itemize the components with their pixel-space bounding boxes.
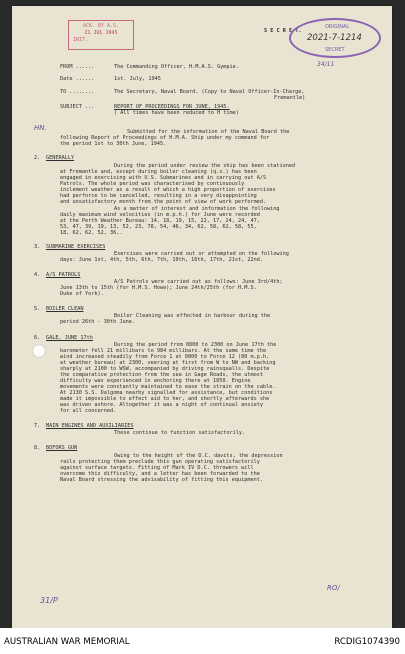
from-label: FROM ...... — [60, 64, 95, 70]
section-line: At 2130 S.S. Dalgoma nearby signalled for assistance, but conditions — [60, 390, 273, 396]
handwritten-ref: 34/11 — [317, 61, 335, 68]
section-line: A/S Patrols were carried out as follows: June 3rd/4th; — [114, 279, 283, 285]
subject-label: SUBJECT ... — [60, 104, 95, 110]
section-heading: A/S PATROLS — [46, 272, 81, 278]
section-line: Duke of York). — [60, 291, 104, 297]
section-number: 7. — [34, 423, 41, 429]
stamp-number: 2021-7-1214 — [307, 33, 362, 43]
section-line: at weather bureau) at 2300, veering at first from W to NW and backing — [60, 360, 276, 366]
section-line: days: June 1st, 4th, 5th, 6th, 7th, 10th, 16th, 17th, 21st, 22nd. — [60, 257, 264, 263]
section-line: daily maximum wind velocities (in m.p.h.) for June were recorded — [60, 212, 260, 218]
section-line: at the Perth Weather Bureau: 14, 18, 19, 15, 22, 17, 24, 24, 47, — [60, 218, 260, 224]
section-heading: BOFORS GUN — [46, 445, 78, 451]
intro-line: the period 1st to 30th June, 1945. — [60, 141, 167, 147]
from-value: The Commanding Officer, H.M.A.S. Gympie. — [114, 64, 239, 70]
section-line: Patrols. The whole period was characterised by continuously — [60, 181, 245, 187]
stamp-line: INIT. — [73, 37, 89, 43]
section-line: 18, 62, 62, 52, 36,. — [60, 230, 123, 236]
document-page — [12, 6, 392, 628]
section-heading: MAIN ENGINES AND AUXILIARIES — [46, 423, 134, 429]
intro-line: following Report of Proceedings of H.M.A. Ship under my command for — [60, 135, 270, 141]
section-line: Owing to the height of the D.C. davits, the depression — [114, 453, 283, 459]
section-line: As a matter of interest and information the following — [114, 206, 280, 212]
secret-stamp — [289, 18, 381, 58]
section-line: During the period from 0800 to 2300 on June 17th the — [114, 342, 277, 348]
section-line: overcome this difficulty, and a letter has been forwarded to the — [60, 471, 260, 477]
section-line: the comparative protection from the sea in Gage Roads, the utmost — [60, 372, 264, 378]
section-number: 5. — [34, 306, 41, 312]
section-line: These continue to function satisfactorily. — [114, 430, 246, 436]
section-line: had perforce to be cancelled, resulting in a very disappointing — [60, 193, 257, 199]
section-line: 53, 47, 39, 19, 13, 52, 23, 78, 54, 46, 34, 62, 58, 62, 58, 55, — [60, 224, 257, 230]
section-number: 3. — [34, 244, 41, 250]
subject-value: REPORT OF PROCEEDINGS FOR JUNE, 1945. — [114, 104, 230, 110]
section-line: for all concerned. — [60, 408, 117, 414]
section-heading: BOILER CLEAN — [46, 306, 84, 312]
section-line: wind increased steadily from Force 1 at 0800 to Force 12 (80 m.p.h. — [60, 354, 270, 360]
archive-id: RCDIG1074390 — [334, 637, 400, 647]
section-line: movements were constantly maintained to ease the strain on the cable. — [60, 384, 276, 390]
stamp-line: ACK. BY A.S. — [82, 23, 120, 29]
archive-name: AUSTRALIAN WAR MEMORIAL — [4, 637, 130, 647]
to-value-continued: Fremantle) — [274, 95, 306, 101]
section-line: June 13th to 15th (for H.M.S. Howe); June 24th/25th (for H.M.S. — [60, 285, 257, 291]
section-number: 4. — [34, 272, 41, 278]
section-line: Exercises were carried out or attempted on the following — [114, 251, 289, 257]
handwritten-initials: RO/ — [327, 584, 340, 592]
date-value: 1st. July, 1945 — [114, 76, 161, 82]
handwritten-hn: HN. — [34, 124, 47, 132]
to-label: TO ........ — [60, 89, 95, 95]
to-value: The Secretary, Naval Board. (Copy to Naval Officer-In-Charge, — [114, 89, 305, 95]
archive-footer — [0, 628, 405, 654]
section-line: difficulty was experienced in anchoring there at 1850. Engine — [60, 378, 251, 384]
section-number: 8. — [34, 445, 41, 451]
section-line: against surface targets. Fitting of Mark IV D.C. throwers will — [60, 465, 254, 471]
intro-line: Submitted for the information of the Naval Board the — [127, 129, 290, 135]
section-line: period 26th - 30th June. — [60, 319, 135, 325]
section-line: barometer fell 21 millibars to 984 millibars. At the same time the — [60, 348, 267, 354]
section-line: During the period under review the ship has been stationed — [114, 163, 296, 169]
punch-hole — [32, 344, 46, 358]
stamp-date: 21 JUL 1945 — [84, 30, 118, 36]
section-line: Naval Board stressing the advisability of fitting this equipment. — [60, 477, 264, 483]
classification-typed: S E C R E T. — [264, 28, 302, 34]
section-line: engaged in exercising with U.S. Submarines and in carrying out A/S — [60, 175, 267, 181]
subject-note: ( All times have been reduced to H time) — [114, 110, 239, 116]
section-number: 6. — [34, 335, 41, 341]
handwritten-page: 31/P — [40, 596, 58, 605]
section-line: and unsatisfactory month from the point of view of work performed. — [60, 199, 267, 205]
section-line: Boiler Cleaning was effected in harbour during the — [114, 313, 271, 319]
section-line: sharply at 2100 to WSW, accompanied by driving rainsqualls. Despite — [60, 366, 270, 372]
section-heading: GALE, JUNE 17th — [46, 335, 93, 341]
section-line: inclement weather as a result of which a high proportion of exercises — [60, 187, 276, 193]
stamp-top: ORIGINAL — [325, 24, 350, 30]
section-heading: SUBMARINE EXERCISES — [46, 244, 106, 250]
section-line: at Fremantle and, except during boiler cleaning (q.v.) has been — [60, 169, 257, 175]
section-heading: GENERALLY — [46, 155, 75, 161]
section-line: rails protecting them preclude this gun operating satisfactorily — [60, 459, 260, 465]
section-line: was driven ashore. Altogether it was a night of continual anxiety — [60, 402, 264, 408]
section-number: 2. — [34, 155, 41, 161]
stamp-bottom: SECRET — [325, 47, 345, 53]
section-line: made it impossible to effect aid to her, and shortly afterwards she — [60, 396, 270, 402]
acknowledged-stamp — [68, 20, 134, 50]
date-label: Date ...... — [60, 76, 95, 82]
